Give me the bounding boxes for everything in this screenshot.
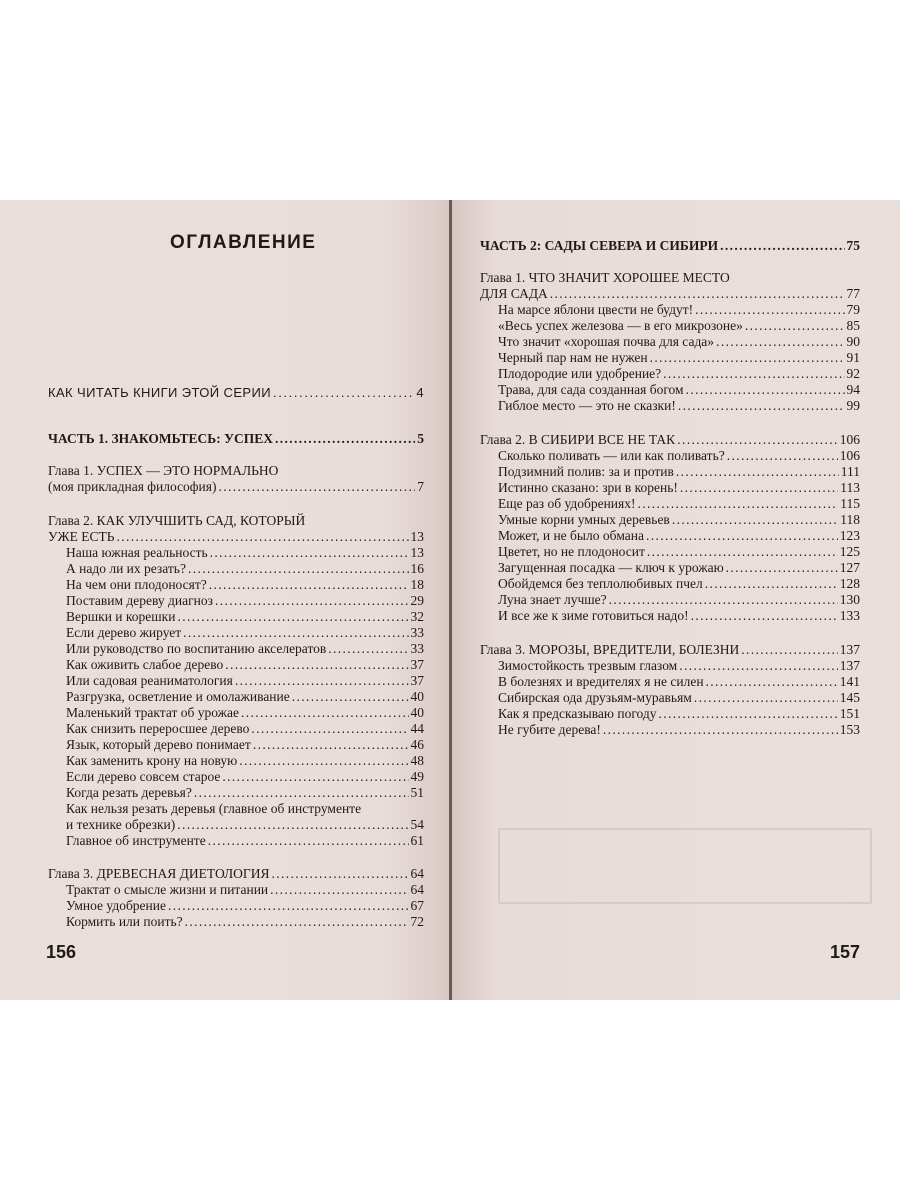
toc-entry-chapter3: Глава 3. ДРЕВЕСНАЯ ДИЕТОЛОГИЯ . . . 64 <box>48 866 424 882</box>
toc-item: Наша южная реальность . . . 13 <box>66 545 424 561</box>
toc-item: И все же к зиме готовиться надо! . . . 133 <box>498 608 860 624</box>
toc-item: Если дерево жирует . . . 33 <box>66 625 424 641</box>
toc-item: Сибирская ода друзьям-муравьям . . . 145 <box>498 690 860 706</box>
page-number-right: 157 <box>830 942 861 962</box>
toc-item: На марсе яблони цвести не будут! . . . 79 <box>498 302 860 318</box>
toc-item: Язык, который дерево понимает . . . 46 <box>66 737 424 753</box>
toc-item: Трактат о смысле жизни и питании . . . 64 <box>66 882 424 898</box>
toc-item-tools-line1: Как нельзя резать деревья (главное об инструменте <box>66 801 362 816</box>
toc-item: Или садовая реаниматология . . . 37 <box>66 673 424 689</box>
toc-entry-chapter2: УЖЕ ЕСТЬ . . . 13 <box>48 529 424 545</box>
book-spread <box>0 200 900 1000</box>
toc-item: В болезнях и вредителях я не силен . . . 141 <box>498 674 860 690</box>
toc-chapter1-line1: Глава 1. ЧТО ЗНАЧИТ ХОРОШЕЕ МЕСТО <box>480 270 730 285</box>
toc-item: Гиблое место — это не сказки! . . . 99 <box>498 398 860 414</box>
toc-item: На чем они плодоносят? . . . 18 <box>66 577 424 593</box>
toc-item: Плодородие или удобрение? . . . 92 <box>498 366 860 382</box>
toc-item: Еще раз об удобрениях! . . . 115 <box>498 496 860 512</box>
toc-item: Подзимний полив: за и против . . . 111 <box>498 464 860 480</box>
toc-item: Как заменить крону на новую . . . 48 <box>66 753 424 769</box>
toc-item: Обойдемся без теплолюбивых пчел . . . 128 <box>498 576 860 592</box>
right-page <box>452 200 900 1000</box>
toc-entry-chapter3: Глава 3. МОРОЗЫ, ВРЕДИТЕЛИ, БОЛЕЗНИ . . . 137 <box>480 642 860 658</box>
toc-entry-how-to-read: КАК ЧИТАТЬ КНИГИ ЭТОЙ СЕРИИ . . . 4 <box>48 385 424 401</box>
toc-item: Зимостойкость трезвым глазом . . . 137 <box>498 658 860 674</box>
toc-item: Умные корни умных деревьев . . . 118 <box>498 512 860 528</box>
toc-item: Как я предсказываю погоду . . . 151 <box>498 706 860 722</box>
toc-item: Как снизить переросшее дерево . . . 44 <box>66 721 424 737</box>
toc-item: Умное удобрение . . . 67 <box>66 898 424 914</box>
toc-item: Когда резать деревья? . . . 51 <box>66 785 424 801</box>
left-page <box>0 200 452 1000</box>
toc-item: А надо ли их резать? . . . 16 <box>66 561 424 577</box>
toc-chapter2-line1: Глава 2. КАК УЛУЧШИТЬ САД, КОТОРЫЙ <box>48 513 306 528</box>
toc-item: и технике обрезки) . . . 54 <box>66 817 424 833</box>
toc-item: Что значит «хорошая почва для сада» . . . 90 <box>498 334 860 350</box>
toc-item: Цветет, но не плодоносит . . . 125 <box>498 544 860 560</box>
toc-entry-part2: ЧАСТЬ 2: САДЫ СЕВЕРА И СИБИРИ . . . 75 <box>480 238 860 254</box>
toc-item: Сколько поливать — или как поливать? . . . 106 <box>498 448 860 464</box>
toc-item: Вершки и корешки . . . 32 <box>66 609 424 625</box>
toc-item: Маленький трактат об урожае . . . 40 <box>66 705 424 721</box>
toc-item: Если дерево совсем старое . . . 49 <box>66 769 424 785</box>
toc-item: Истинно сказано: зри в корень! . . . 113 <box>498 480 860 496</box>
toc-item: «Весь успех железова — в его микрозоне» . . . 85 <box>498 318 860 334</box>
toc-entry-chapter1: (моя прикладная философия) . . . 7 <box>48 479 424 495</box>
toc-item: Или руководство по воспитанию акселератов . . . 33 <box>66 641 424 657</box>
show-through-banner <box>498 828 872 904</box>
toc-item: Кормить или поить? . . . 72 <box>66 914 424 930</box>
toc-item: Поставим дереву диагноз . . . 29 <box>66 593 424 609</box>
toc-item: Разгрузка, осветление и омолаживание . . . 40 <box>66 689 424 705</box>
toc-item: Как оживить слабое дерево . . . 37 <box>66 657 424 673</box>
page-number-left: 156 <box>46 942 77 962</box>
toc-title: ОГЛАВЛЕНИЕ <box>170 232 317 253</box>
toc-entry-chapter2: Глава 2. В СИБИРИ ВСЕ НЕ ТАК . . . 106 <box>480 432 860 448</box>
toc-item: Черный пар нам не нужен . . . 91 <box>498 350 860 366</box>
toc-item: Главное об инструменте . . . 61 <box>66 833 424 849</box>
toc-item: Загущенная посадка — ключ к урожаю . . . 127 <box>498 560 860 576</box>
toc-item: Луна знает лучше? . . . 130 <box>498 592 860 608</box>
toc-item: Может, и не было обмана . . . 123 <box>498 528 860 544</box>
toc-chapter1-line1: Глава 1. УСПЕХ — ЭТО НОРМАЛЬНО <box>48 463 279 478</box>
toc-entry-part1: ЧАСТЬ 1. ЗНАКОМЬТЕСЬ: УСПЕХ . . . 5 <box>48 431 424 447</box>
toc-item: Не губите дерева! . . . 153 <box>498 722 860 738</box>
toc-item: Трава, для сада созданная богом . . . 94 <box>498 382 860 398</box>
toc-entry-chapter1: ДЛЯ САДА . . . 77 <box>480 286 860 302</box>
